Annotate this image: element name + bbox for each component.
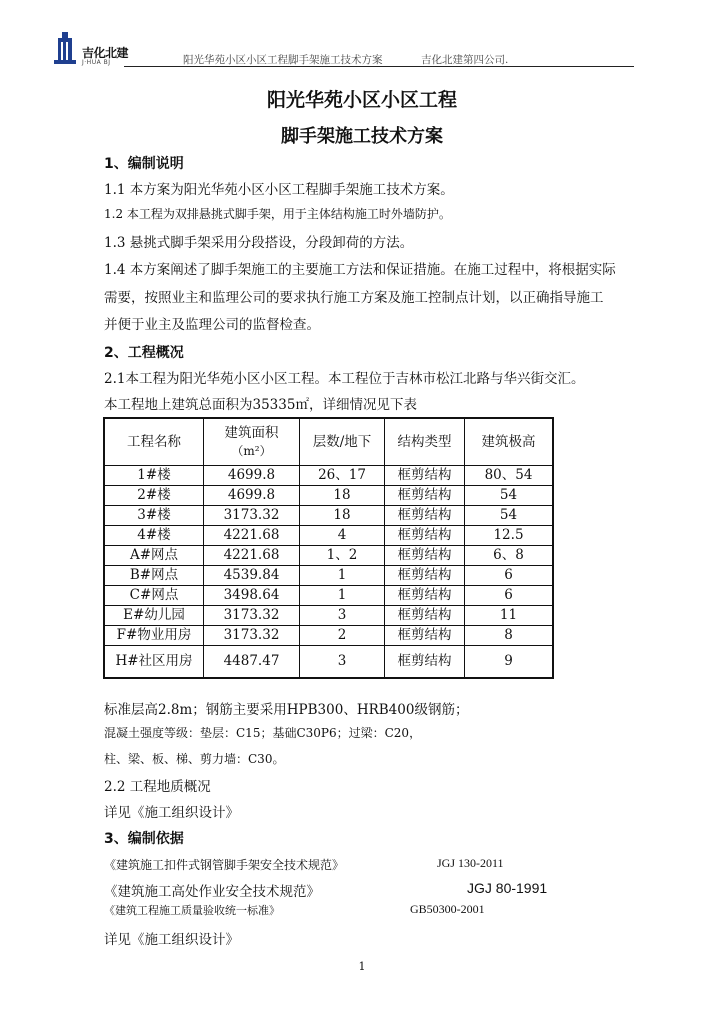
table-row	[104, 486, 553, 506]
table-cell-name: E#幼儿园	[104, 606, 204, 626]
table-cell-name: 2#楼	[104, 486, 204, 506]
reference-3-code: GB50300-2001	[410, 902, 485, 916]
table-cell-height: 6、8	[465, 546, 554, 566]
table-cell-floors: 3	[300, 646, 385, 678]
table-cell-area: 4539.84	[204, 566, 300, 586]
paragraph-2-area: 本工程地上建筑总面积为35335㎡，详细情况见下表	[104, 397, 417, 413]
paragraph-1-4-line3: 并便于业主及监理公司的监督检查。	[104, 317, 320, 333]
table-cell-structure: 框剪结构	[385, 526, 465, 546]
table-header-row	[104, 418, 553, 466]
table-row	[104, 646, 553, 678]
table-cell-name: 3#楼	[104, 506, 204, 526]
table-cell-floors: 26、17	[300, 466, 385, 486]
col-header-area: 建筑面积 （m²）	[204, 418, 300, 466]
logo-name: 吉化北建	[82, 46, 129, 60]
table-cell-structure: 框剪结构	[385, 486, 465, 506]
subsection-2-2: 2.2 工程地质概况	[104, 779, 211, 795]
table-cell-height: 6	[465, 586, 554, 606]
table-cell-height: 6	[465, 566, 554, 586]
paragraph-1-3: 1.3 悬挑式脚手架采用分段搭设，分段卸荷的方法。	[104, 235, 414, 251]
table-row	[104, 566, 553, 586]
table-cell-floors: 18	[300, 506, 385, 526]
table-cell-floors: 1	[300, 566, 385, 586]
table-cell-area: 3173.32	[204, 626, 300, 646]
reference-1-code: JGJ 130-2011	[437, 856, 504, 870]
table-row	[104, 466, 553, 486]
reference-3-title: 《建筑工程施工质量验收统一标准》	[104, 904, 280, 917]
table-row	[104, 526, 553, 546]
table-cell-structure: 框剪结构	[385, 566, 465, 586]
table-cell-name: H#社区用房	[104, 646, 204, 678]
company-logo	[52, 30, 78, 70]
table-cell-area: 4221.68	[204, 546, 300, 566]
document-title: 阳光华苑小区小区工程	[266, 89, 457, 111]
table-cell-structure: 框剪结构	[385, 506, 465, 526]
table-cell-name: 4#楼	[104, 526, 204, 546]
page-number: 1	[358, 960, 366, 973]
table-cell-height: 54	[465, 486, 554, 506]
table-cell-name: B#网点	[104, 566, 204, 586]
see-construction-design-1: 详见《施工组织设计》	[104, 805, 239, 821]
standard-floor-line: 标准层高2.8m；钢筋主要采用HPB300、HRB400级钢筋；	[104, 702, 469, 718]
col-header-structure: 结构类型	[385, 418, 465, 466]
table-cell-floors: 1	[300, 586, 385, 606]
table-cell-area: 4699.8	[204, 466, 300, 486]
document-subtitle: 脚手架施工技术方案	[281, 126, 443, 147]
paragraph-1-4-line2: 需要，按照业主和监理公司的要求执行施工方案及施工控制点计划，以正确指导施工	[104, 290, 604, 306]
table-cell-name: C#网点	[104, 586, 204, 606]
table-cell-height: 8	[465, 626, 554, 646]
table-cell-area: 4699.8	[204, 486, 300, 506]
table-cell-name: 1#楼	[104, 466, 204, 486]
section-3-heading: 3、编制依据	[104, 831, 184, 847]
header-company: 吉化北建第四公司.	[421, 54, 509, 66]
project-table	[103, 417, 554, 679]
header-divider	[124, 66, 634, 67]
table-row	[104, 506, 553, 526]
table-cell-structure: 框剪结构	[385, 646, 465, 678]
table-cell-name: F#物业用房	[104, 626, 204, 646]
paragraph-1-4-line1: 1.4 本方案阐述了脚手架施工的主要施工方法和保证措施。在施工过程中，将根据实际	[104, 262, 616, 278]
section-1-heading: 1、编制说明	[104, 156, 184, 172]
table-cell-floors: 18	[300, 486, 385, 506]
concrete-grade-line2: 柱、梁、板、梯、剪力墙：C30。	[104, 752, 285, 766]
table-cell-name: A#网点	[104, 546, 204, 566]
table-cell-area: 4487.47	[204, 646, 300, 678]
table-cell-height: 54	[465, 506, 554, 526]
table-cell-floors: 4	[300, 526, 385, 546]
table-cell-area: 3173.32	[204, 606, 300, 626]
table-cell-structure: 框剪结构	[385, 466, 465, 486]
table-cell-height: 12.5	[465, 526, 554, 546]
table-cell-height: 9	[465, 646, 554, 678]
table-row	[104, 546, 553, 566]
table-row	[104, 606, 553, 626]
table-cell-height: 80、54	[465, 466, 554, 486]
concrete-grade-line1: 混凝土强度等级：垫层：C15；基础C30P6；过梁：C20，	[104, 726, 422, 740]
table-cell-structure: 框剪结构	[385, 626, 465, 646]
reference-2-title: 《建筑施工高处作业安全技术规范》	[104, 884, 320, 900]
table-cell-area: 4221.68	[204, 526, 300, 546]
table-row	[104, 626, 553, 646]
table-cell-structure: 框剪结构	[385, 546, 465, 566]
table-cell-floors: 1、2	[300, 546, 385, 566]
table-cell-structure: 框剪结构	[385, 586, 465, 606]
paragraph-1-2: 1.2 本工程为双排悬挑式脚手架，用于主体结构施工时外墙防护。	[104, 207, 451, 221]
table-row	[104, 586, 553, 606]
col-header-floors: 层数/地下	[300, 418, 385, 466]
table-cell-area: 3498.64	[204, 586, 300, 606]
paragraph-1-1: 1.1 本方案为阳光华苑小区小区工程脚手架施工技术方案。	[104, 182, 454, 198]
reference-1-title: 《建筑施工扣件式钢管脚手架安全技术规范》	[104, 858, 345, 872]
header-doc-title: 阳光华苑小区小区工程脚手架施工技术方案	[183, 54, 383, 66]
table-cell-area: 3173.32	[204, 506, 300, 526]
table-cell-floors: 2	[300, 626, 385, 646]
section-2-heading: 2、工程概况	[104, 345, 184, 361]
col-header-height: 建筑极高	[465, 418, 554, 466]
paragraph-2-1: 2.1本工程为阳光华苑小区小区工程。本工程位于吉林市松江北路与华兴街交汇。	[104, 371, 585, 387]
reference-2-code: JGJ 80-1991	[467, 880, 548, 896]
see-construction-design-2: 详见《施工组织设计》	[104, 932, 239, 948]
table-cell-height: 11	[465, 606, 554, 626]
logo-subtitle: J·HUA BJ	[82, 59, 111, 66]
table-cell-structure: 框剪结构	[385, 606, 465, 626]
col-header-name: 工程名称	[104, 418, 204, 466]
table-cell-floors: 3	[300, 606, 385, 626]
